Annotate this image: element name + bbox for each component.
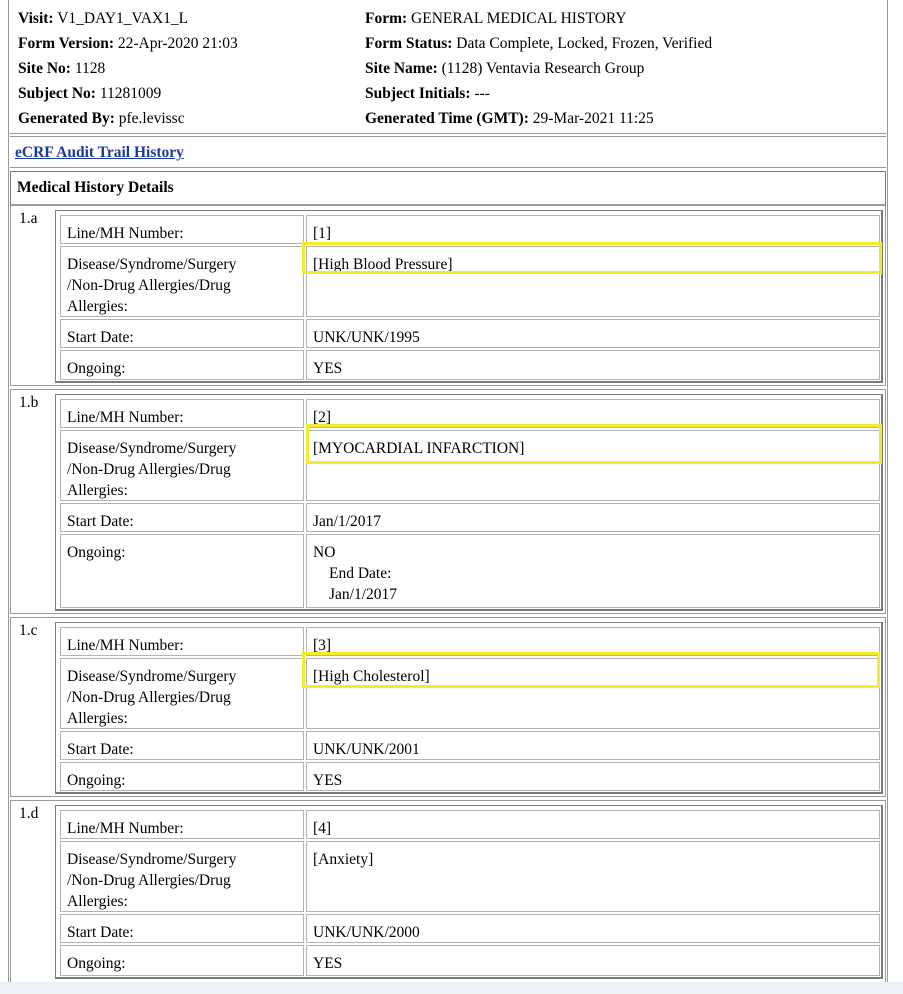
- ongoing-value-cell: [306, 945, 880, 976]
- site-no-row: [18, 56, 238, 81]
- start-date-label: Start Date:: [67, 513, 134, 530]
- history-entry: [10, 205, 886, 386]
- ongoing-value-cell: [306, 350, 880, 380]
- line-label: Line/MH Number:: [67, 225, 184, 242]
- subject-no-row: [18, 81, 238, 106]
- line-value-cell: [306, 810, 880, 839]
- start-label-cell: [60, 914, 304, 943]
- generated-time-value: 29-Mar-2021 11:25: [532, 110, 654, 127]
- form-version-label: Form Version:: [18, 35, 115, 52]
- generated-time-label: Generated Time (GMT):: [365, 110, 529, 127]
- form-status-row: [365, 31, 712, 56]
- start-date-value: UNK/UNK/1995: [313, 329, 420, 346]
- entry-table: [55, 805, 883, 979]
- generated-time-row: [365, 106, 712, 131]
- ongoing-label-cell: [60, 945, 304, 976]
- site-name-row: [365, 56, 712, 81]
- form-version-value: 22-Apr-2020 21:03: [117, 35, 238, 52]
- section-header: [10, 171, 886, 205]
- start-label-cell: [60, 731, 304, 760]
- form-row: [365, 6, 712, 31]
- entry-index: 1.a: [19, 210, 38, 227]
- ongoing-value-cell: [306, 762, 880, 791]
- end-date-label: End Date:: [329, 565, 392, 582]
- start-date-label: Start Date:: [67, 741, 134, 758]
- disease-label: Disease/Syndrome/Surgery /Non-Drug Allergies/Drug Allergies:: [67, 851, 237, 910]
- disease-label-cell: [60, 658, 304, 729]
- ongoing-value-cell: [306, 534, 880, 608]
- ongoing-label: Ongoing:: [67, 955, 126, 972]
- form-version-row: [18, 31, 238, 56]
- highlight-box-high-cholesterol: [302, 652, 880, 688]
- start-date-value: UNK/UNK/2001: [313, 741, 420, 758]
- subject-no-value: 11281009: [99, 85, 162, 102]
- highlight-box-myocardial-infarction: [306, 424, 882, 464]
- subject-initials-value: ---: [474, 85, 490, 102]
- form-label: Form:: [365, 10, 408, 27]
- line-value-cell: [306, 215, 880, 244]
- form-header: [10, 0, 886, 134]
- start-value-cell: [306, 914, 880, 943]
- form-status-label: Form Status:: [365, 35, 453, 52]
- start-label-cell: [60, 319, 304, 348]
- generated-by-label: Generated By:: [18, 110, 115, 127]
- ongoing-label-cell: [60, 762, 304, 791]
- disease-value: [MYOCARDIAL INFARCTION]: [313, 440, 525, 457]
- header-left-column: [18, 6, 238, 131]
- subject-initials-label: Subject Initials:: [365, 85, 471, 102]
- disease-label-cell: [60, 430, 304, 501]
- disease-value-cell: [306, 841, 880, 912]
- disease-label-cell: [60, 246, 304, 317]
- start-date-value: Jan/1/2017: [313, 513, 382, 530]
- section-title: Medical History Details: [17, 179, 174, 196]
- ongoing-label: Ongoing:: [67, 772, 126, 789]
- start-date-label: Start Date:: [67, 924, 134, 941]
- disease-label: Disease/Syndrome/Surgery /Non-Drug Allergies/Drug Allergies:: [67, 668, 237, 727]
- highlight-box-high-blood-pressure: [302, 242, 882, 274]
- entry-index: 1.c: [19, 622, 38, 639]
- line-label-cell: [60, 215, 304, 244]
- line-label: Line/MH Number:: [67, 637, 184, 654]
- header-right-column: [365, 6, 712, 131]
- audit-trail-link[interactable]: eCRF Audit Trail History: [15, 144, 184, 161]
- line-label: Line/MH Number:: [67, 409, 184, 426]
- visit-row: [18, 6, 238, 31]
- disease-value: [High Cholesterol]: [313, 668, 430, 685]
- start-label-cell: [60, 503, 304, 532]
- visit-label: Visit:: [18, 10, 54, 27]
- audit-link-bar: [10, 136, 886, 168]
- start-value-cell: [306, 503, 880, 532]
- line-value: [1]: [313, 225, 332, 242]
- line-label-cell: [60, 627, 304, 656]
- disease-label: Disease/Syndrome/Surgery /Non-Drug Allergies/Drug Allergies:: [67, 440, 237, 499]
- ongoing-label-cell: [60, 534, 304, 608]
- entry-index: 1.d: [19, 805, 39, 822]
- site-name-label: Site Name:: [365, 60, 438, 77]
- site-no-label: Site No:: [18, 60, 71, 77]
- end-date-value: Jan/1/2017: [329, 586, 398, 603]
- site-name-value: (1128) Ventavia Research Group: [441, 60, 645, 77]
- line-value: [3]: [313, 637, 332, 654]
- ongoing-value: YES: [313, 955, 343, 972]
- history-entry: [10, 389, 886, 614]
- history-entry: [10, 800, 886, 984]
- disease-label-cell: [60, 841, 304, 912]
- ongoing-label: Ongoing:: [67, 544, 126, 561]
- start-value-cell: [306, 319, 880, 348]
- disease-value: [High Blood Pressure]: [313, 256, 453, 273]
- subject-initials-row: [365, 81, 712, 106]
- subject-no-label: Subject No:: [18, 85, 96, 102]
- entry-table: [55, 622, 883, 794]
- ongoing-value: NO End Date: Jan/1/2017: [313, 544, 398, 603]
- disease-value: [Anxiety]: [313, 851, 374, 868]
- entry-table: [55, 210, 883, 383]
- ongoing-label: Ongoing:: [67, 360, 126, 377]
- line-value: [4]: [313, 820, 332, 837]
- form-value: GENERAL MEDICAL HISTORY: [411, 10, 627, 27]
- line-label-cell: [60, 399, 304, 428]
- ongoing-value: YES: [313, 360, 343, 377]
- line-label: Line/MH Number:: [67, 820, 184, 837]
- site-no-value: 1128: [74, 60, 106, 77]
- generated-by-value: pfe.levissc: [118, 110, 185, 127]
- start-date-label: Start Date:: [67, 329, 134, 346]
- disease-label: Disease/Syndrome/Surgery /Non-Drug Allergies/Drug Allergies:: [67, 256, 237, 315]
- ongoing-value: YES: [313, 772, 343, 789]
- entry-index: 1.b: [19, 394, 39, 411]
- start-date-value: UNK/UNK/2000: [313, 924, 420, 941]
- window-bottom-edge: [0, 982, 903, 994]
- start-value-cell: [306, 731, 880, 760]
- ongoing-label-cell: [60, 350, 304, 380]
- visit-value: V1_DAY1_VAX1_L: [57, 10, 189, 27]
- history-entry: [10, 617, 886, 797]
- line-value: [2]: [313, 409, 332, 426]
- generated-by-row: [18, 106, 238, 131]
- form-status-value: Data Complete, Locked, Frozen, Verified: [456, 35, 713, 52]
- line-label-cell: [60, 810, 304, 839]
